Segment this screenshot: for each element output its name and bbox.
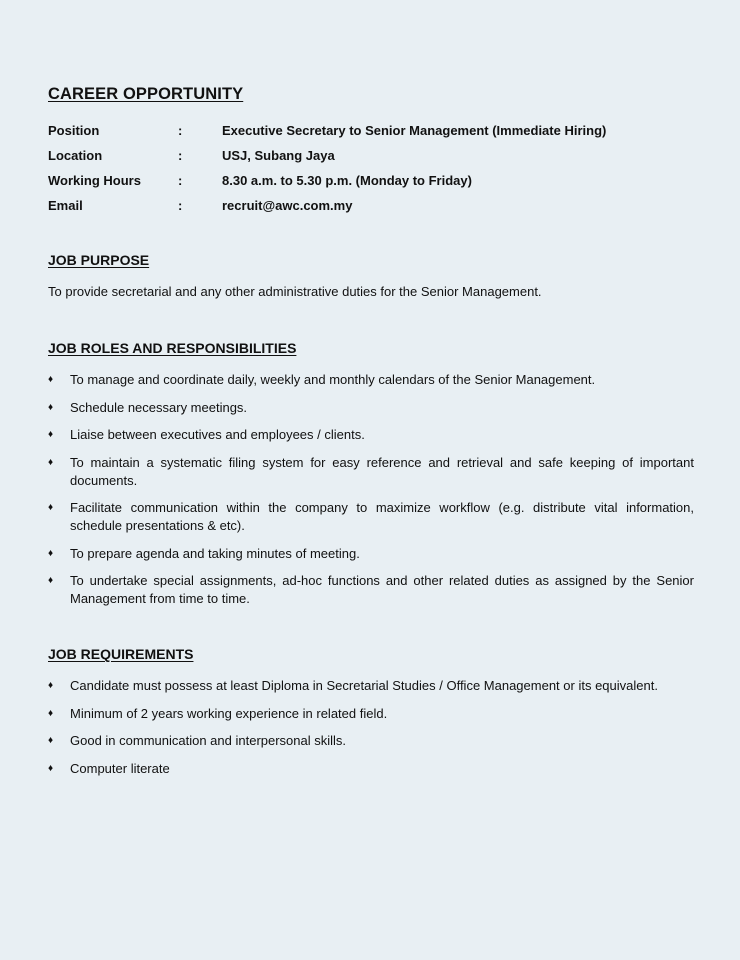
diamond-bullet-icon: ♦ <box>48 762 54 774</box>
list-item-text: Facilitate communication within the company to maximize workflow (e.g. distribute vital information, schedule presentations & etc). <box>70 500 694 533</box>
list-item <box>48 499 694 535</box>
info-row-email <box>48 193 688 218</box>
diamond-bullet-icon: ♦ <box>48 735 54 746</box>
info-label: Location <box>48 148 103 163</box>
list-item-text: Good in communication and interpersonal skills. <box>70 733 347 748</box>
job-purpose-text: To provide secretarial and any other administrative duties for the Senior Management. <box>48 284 542 299</box>
list-item <box>48 572 694 608</box>
info-colon: : <box>178 148 183 163</box>
diamond-bullet-icon: ♦ <box>48 429 54 440</box>
diamond-bullet-icon: ♦ <box>48 680 54 691</box>
job-info-table <box>48 118 688 218</box>
info-value: USJ, Subang Jaya <box>222 148 335 163</box>
job-purpose-heading: JOB PURPOSE <box>48 252 150 268</box>
diamond-bullet-icon: ♦ <box>48 456 54 468</box>
list-item <box>48 760 694 778</box>
job-roles-list <box>48 371 694 618</box>
list-item-text: Candidate must possess at least Diploma in Secretarial Studies / Office Management or its equivalent. <box>70 678 658 693</box>
list-item <box>48 426 694 444</box>
list-item <box>48 545 694 563</box>
job-requirements-heading: JOB REQUIREMENTS <box>48 646 194 662</box>
info-label: Position <box>48 123 100 138</box>
job-requirements-list <box>48 677 694 787</box>
list-item-text: To prepare agenda and taking minutes of meeting. <box>70 545 360 561</box>
list-item-text: Liaise between executives and employees / clients. <box>70 427 365 442</box>
list-item-text: Computer literate <box>70 760 170 776</box>
list-item <box>48 677 694 695</box>
list-item-text: Minimum of 2 years working experience in related field. <box>70 705 388 721</box>
job-roles-heading: JOB ROLES AND RESPONSIBILITIES <box>48 340 297 356</box>
list-item <box>48 399 694 417</box>
info-value-email: recruit@awc.com.my <box>222 198 353 213</box>
list-item <box>48 705 694 723</box>
info-colon: : <box>178 198 183 213</box>
info-value: 8.30 a.m. to 5.30 p.m. (Monday to Friday) <box>222 173 472 188</box>
diamond-bullet-icon: ♦ <box>48 547 54 559</box>
list-item-text: To manage and coordinate daily, weekly and monthly calendars of the Senior Management. <box>70 372 596 387</box>
diamond-bullet-icon: ♦ <box>48 502 54 513</box>
list-item-text: To maintain a systematic filing system for easy reference and retrieval and safe keeping of important documents. <box>70 454 694 488</box>
list-item <box>48 371 694 389</box>
diamond-bullet-icon: ♦ <box>48 374 54 385</box>
list-item-text: Schedule necessary meetings. <box>70 399 248 415</box>
info-value: Executive Secretary to Senior Management (Immediate Hiring) <box>222 123 607 138</box>
list-item <box>48 454 694 490</box>
info-label: Working Hours <box>48 173 141 188</box>
diamond-bullet-icon: ♦ <box>48 707 54 719</box>
info-colon: : <box>178 173 183 188</box>
list-item-text: To undertake special assignments, ad-hoc functions and other related duties as assigned by the Senior Management from time to time. <box>70 573 694 606</box>
page-title: CAREER OPPORTUNITY <box>48 85 244 103</box>
info-row-working-hours <box>48 168 688 193</box>
info-row-location <box>48 143 688 168</box>
diamond-bullet-icon: ♦ <box>48 401 54 413</box>
diamond-bullet-icon: ♦ <box>48 575 54 586</box>
info-row-position <box>48 118 688 143</box>
list-item <box>48 732 694 750</box>
info-label: Email <box>48 198 83 213</box>
info-colon: : <box>178 123 183 138</box>
